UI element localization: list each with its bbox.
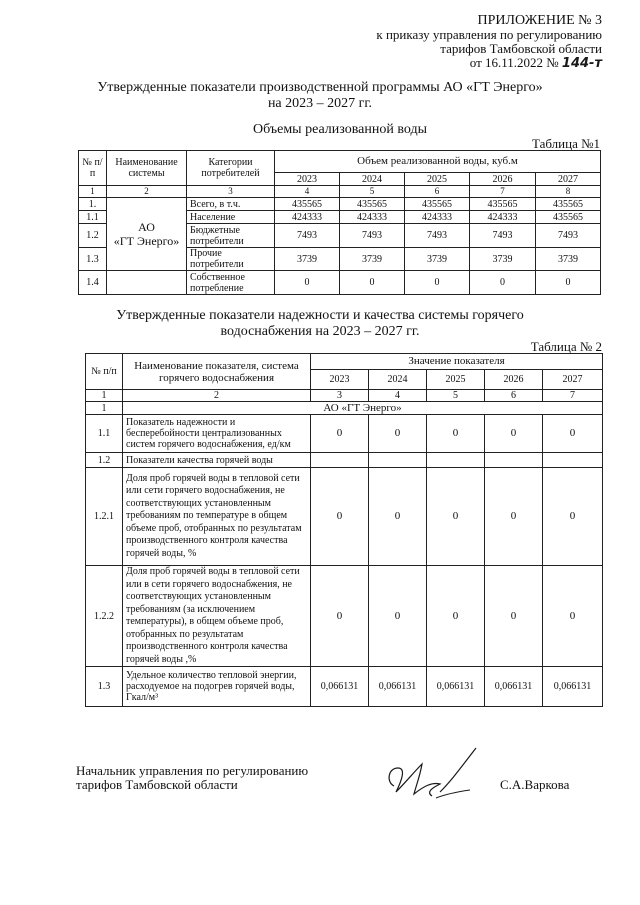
- t1-year: 2023: [275, 173, 340, 186]
- cell-value: 0: [311, 468, 369, 566]
- cell-value: 0,066131: [427, 667, 485, 707]
- table-row: [86, 402, 603, 415]
- row-num: 1.1: [79, 211, 107, 224]
- cell-value: 435565: [275, 198, 340, 211]
- order-date: от 16.11.2022 №: [469, 55, 559, 70]
- main-title-line2: на 2023 – 2027 гг.: [267, 96, 373, 111]
- row-num: 1.2: [86, 453, 123, 468]
- cell-value: 3739: [405, 248, 470, 271]
- table1-label: Таблица №1: [531, 136, 600, 151]
- cell-value: 435565: [470, 198, 536, 211]
- signatory-line2: тарифов Тамбовской области: [76, 777, 238, 792]
- appendix-header: [376, 14, 602, 71]
- t1-col-system: Наименование системы: [107, 151, 187, 186]
- t2-index: 5: [427, 390, 485, 402]
- cell-value: 424333: [470, 211, 536, 224]
- row-num: 1.: [79, 198, 107, 211]
- t2-index: 1: [86, 390, 123, 402]
- cell-value: 424333: [275, 211, 340, 224]
- cell-value: 435565: [536, 198, 601, 211]
- cell-value: 0: [485, 415, 543, 453]
- t1-year: 2027: [536, 173, 601, 186]
- cell-value: 3739: [470, 248, 536, 271]
- t1-index: 5: [340, 186, 405, 198]
- t2-index: 7: [543, 390, 603, 402]
- row-num: 1: [86, 402, 123, 415]
- cell-value: 0: [536, 271, 601, 295]
- t2-year: 2023: [311, 370, 369, 390]
- cell-value: 0: [369, 415, 427, 453]
- cell-value: 0: [485, 468, 543, 566]
- row-num: 1.2.1: [86, 468, 123, 566]
- cell-value: 424333: [340, 211, 405, 224]
- t2-index: 3: [311, 390, 369, 402]
- cell-value: 435565: [340, 198, 405, 211]
- cell-value: 0: [311, 566, 369, 667]
- t2-year: 2024: [369, 370, 427, 390]
- table-row: [79, 198, 601, 211]
- row-category: Всего, в т.ч.: [187, 198, 275, 211]
- cell-value: 0: [470, 271, 536, 295]
- t2-col-num: № п/п: [86, 354, 123, 390]
- cell-value: 0: [427, 468, 485, 566]
- t1-year: 2024: [340, 173, 405, 186]
- cell-value: 3739: [340, 248, 405, 271]
- cell-value: 3739: [275, 248, 340, 271]
- section2-title-line1: Утвержденные показатели надежности и качества системы горячего: [116, 308, 524, 323]
- row-num: 1.3: [86, 667, 123, 707]
- indicator-name: Показатель надежности и бесперебойности централизованных систем горячего водоснабжения, ед/км: [123, 415, 311, 453]
- cell-value: 0,066131: [311, 667, 369, 707]
- signatory-line1: Начальник управления по регулированию: [76, 763, 309, 778]
- cell-value: 7493: [536, 224, 601, 248]
- cell-value: 0: [543, 468, 603, 566]
- row-num: 1.2.2: [86, 566, 123, 667]
- t1-index: 4: [275, 186, 340, 198]
- t1-index: 8: [536, 186, 601, 198]
- row-num: 1.2: [79, 224, 107, 248]
- cell-value: [543, 453, 603, 468]
- cell-value: 435565: [536, 211, 601, 224]
- org-name: АО «ГТ Энерго»: [123, 402, 603, 415]
- cell-value: 0: [427, 566, 485, 667]
- cell-value: 7493: [340, 224, 405, 248]
- cell-value: 0: [543, 415, 603, 453]
- system-name-line1: АО: [138, 220, 155, 234]
- table-hot-water-indicators: [85, 353, 603, 707]
- cell-value: 0,066131: [369, 667, 427, 707]
- cell-value: 424333: [405, 211, 470, 224]
- indicator-name: Доля проб горячей воды в тепловой сети или сети горячего водоснабжения, не соответствующих установленным требованиям по температуре в общем объеме проб, отобранных по результатам производственного контроля качества горячей воды, %: [123, 468, 311, 566]
- table-water-volume: [78, 150, 601, 295]
- table-row: [86, 468, 603, 566]
- signature-stroke-2: [440, 748, 476, 792]
- cell-value: 0: [543, 566, 603, 667]
- cell-value: [311, 453, 369, 468]
- table-row: [79, 271, 601, 295]
- cell-value: 0: [405, 271, 470, 295]
- appendix-line3: тарифов Тамбовской области: [440, 41, 602, 56]
- t1-index: 6: [405, 186, 470, 198]
- cell-value: 0: [369, 566, 427, 667]
- table-row: [86, 453, 603, 468]
- signatory-name: С.А.Варкова: [500, 777, 570, 792]
- signatory-title: [76, 764, 308, 792]
- appendix-title: ПРИЛОЖЕНИЕ № 3: [477, 13, 602, 28]
- t1-col-volume: Объем реализованной воды, куб.м: [275, 151, 601, 173]
- row-num: 1.1: [86, 415, 123, 453]
- indicator-name: Удельное количество тепловой энергии, расходуемое на подогрев горячей воды, Гкал/м³: [123, 667, 311, 707]
- table-row: [86, 566, 603, 667]
- order-number-handwritten: 144-т: [561, 56, 602, 71]
- cell-value: 0: [427, 415, 485, 453]
- section2-title: [0, 308, 640, 340]
- cell-value: 0,066131: [485, 667, 543, 707]
- section2-title-line2: водоснабжения на 2023 – 2027 гг.: [220, 324, 420, 339]
- t2-year: 2026: [485, 370, 543, 390]
- cell-value: 0: [369, 468, 427, 566]
- signature-stroke-1: [389, 764, 440, 796]
- cell-value: [427, 453, 485, 468]
- t1-empty-cell: [107, 271, 187, 295]
- appendix-line2: к приказу управления по регулированию: [376, 27, 602, 42]
- t2-index: 6: [485, 390, 543, 402]
- cell-value: 0: [340, 271, 405, 295]
- cell-value: 7493: [275, 224, 340, 248]
- t1-year: 2025: [405, 173, 470, 186]
- indicator-name: Показатели качества горячей воды: [123, 453, 311, 468]
- t2-col-name: Наименование показателя, система горячего водоснабжения: [123, 354, 311, 390]
- cell-value: 435565: [405, 198, 470, 211]
- t2-index: 2: [123, 390, 311, 402]
- row-category: Население: [187, 211, 275, 224]
- table-row: [86, 415, 603, 453]
- cell-value: 3739: [536, 248, 601, 271]
- cell-value: [369, 453, 427, 468]
- row-category: Собственное потребление: [187, 271, 275, 295]
- t2-col-value: Значение показателя: [311, 354, 603, 370]
- t1-index: 2: [107, 186, 187, 198]
- t1-col-category: Категории потребителей: [187, 151, 275, 186]
- t2-year: 2025: [427, 370, 485, 390]
- row-num: 1.3: [79, 248, 107, 271]
- indicator-name: Доля проб горячей воды в тепловой сети или в сети горячего водоснабжения, не соответствующих установленным требованиям (за исключением температуры), в общем объеме проб, отобранных по результатам производственного контроля качества горячей воды ,%: [123, 566, 311, 667]
- appendix-date: [376, 56, 602, 71]
- section1-title: Объемы реализованной воды: [252, 122, 427, 137]
- cell-value: 0,066131: [543, 667, 603, 707]
- t1-col-num: № п/п: [79, 151, 107, 186]
- t1-index: 3: [187, 186, 275, 198]
- t2-index: 4: [369, 390, 427, 402]
- system-name-line2: «ГТ Энерго»: [113, 234, 180, 248]
- cell-value: 7493: [405, 224, 470, 248]
- t2-year: 2027: [543, 370, 603, 390]
- table-row: [86, 667, 603, 707]
- cell-value: 0: [311, 415, 369, 453]
- main-title: [0, 80, 640, 112]
- t1-index: 1: [79, 186, 107, 198]
- handwritten-signature: [380, 742, 490, 804]
- cell-value: [485, 453, 543, 468]
- t1-year: 2026: [470, 173, 536, 186]
- t1-index: 7: [470, 186, 536, 198]
- t1-system-name: [107, 198, 187, 271]
- row-category: Прочие потребители: [187, 248, 275, 271]
- cell-value: 0: [275, 271, 340, 295]
- table2-label: Таблица № 2: [530, 339, 602, 354]
- row-num: 1.4: [79, 271, 107, 295]
- cell-value: 0: [485, 566, 543, 667]
- main-title-line1: Утвержденные показатели производственной программы АО «ГТ Энерго»: [97, 80, 543, 95]
- cell-value: 7493: [470, 224, 536, 248]
- row-category: Бюджетные потребители: [187, 224, 275, 248]
